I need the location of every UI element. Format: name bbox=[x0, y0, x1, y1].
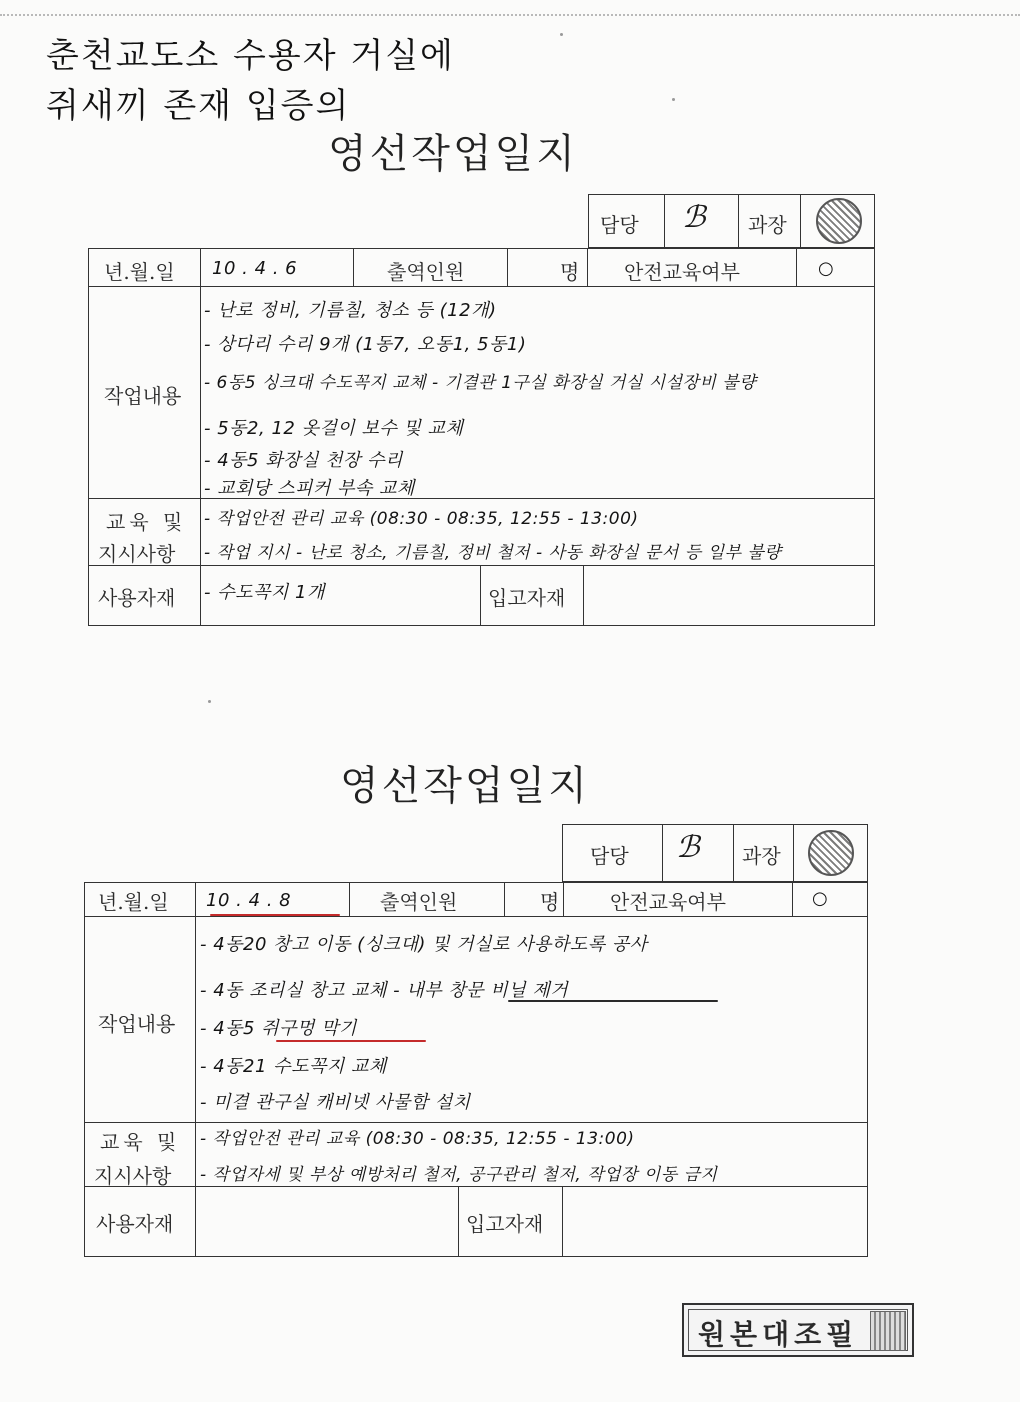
work-line: - 4동5 화장실 천장 수리 bbox=[204, 450, 403, 471]
workers-unit: 명 bbox=[560, 260, 580, 284]
instr-label-2: 지시사항 bbox=[98, 542, 176, 566]
log-title: 영선작업일지 bbox=[340, 763, 590, 809]
work-line: - 교회당 스피커 부속 교체 bbox=[204, 478, 415, 499]
date-label: 년.월.일 bbox=[104, 260, 175, 284]
staff-label: 담당 bbox=[600, 213, 639, 237]
safety-label: 안전교육여부 bbox=[624, 260, 740, 284]
work-line: - 5동2, 12 옷걸이 보수 및 교체 bbox=[204, 418, 464, 439]
workers-unit: 명 bbox=[540, 890, 560, 914]
instr-label-1: 교육 및 bbox=[100, 1130, 181, 1154]
scan-speck bbox=[208, 700, 211, 703]
used-value: - 수도꼭지 1개 bbox=[204, 582, 325, 603]
red-underline bbox=[210, 914, 340, 916]
workers-label: 출역인원 bbox=[387, 260, 465, 284]
scan-speck bbox=[560, 33, 563, 36]
instr-line: - 작업 지시 - 난로 청소, 기름칠, 정비 철저 - 사동 화장실 문서 등 일부 불량 bbox=[204, 543, 782, 563]
safety-value: ○ bbox=[818, 258, 835, 279]
instr-line: - 작업안전 관리 교육 (08:30 - 08:35, 12:55 - 13:00) bbox=[204, 509, 639, 529]
chief-label: 과장 bbox=[742, 844, 781, 868]
caption-line-2: 쥐새끼 존재 입증의 bbox=[46, 86, 351, 126]
workers-label: 출역인원 bbox=[380, 890, 458, 914]
stamp-seal-icon bbox=[870, 1311, 906, 1351]
staff-signature: ℬ bbox=[682, 200, 706, 235]
instr-label-2: 지시사항 bbox=[94, 1164, 172, 1188]
work-label: 작업내용 bbox=[98, 1012, 176, 1036]
caption-line-1: 춘천교도소 수용자 거실에 bbox=[46, 36, 455, 76]
safety-value: ○ bbox=[812, 888, 829, 909]
used-label: 사용자재 bbox=[96, 1212, 174, 1236]
log-title: 영선작업일지 bbox=[328, 131, 578, 177]
work-line: - 4동 조리실 창고 교체 - 내부 창문 비닐 제거 bbox=[200, 980, 569, 1001]
work-line: - 4동20 창고 이동 (싱크대) 및 거실로 사용하도록 공사 bbox=[200, 934, 648, 955]
staff-label: 담당 bbox=[590, 844, 629, 868]
instr-line: - 작업자세 및 부상 예방처리 철저, 공구관리 철저, 작업장 이동 금지 bbox=[200, 1165, 718, 1185]
certified-copy-stamp bbox=[682, 1303, 914, 1357]
work-label: 작업내용 bbox=[104, 384, 182, 408]
date-value: 10 . 4 . 6 bbox=[212, 258, 298, 279]
work-line: - 6동5 싱크대 수도꼭지 교체 - 기결관 1구실 화장실 거실 시설장비 불량 bbox=[204, 373, 757, 393]
stock-label: 입고자재 bbox=[488, 586, 566, 610]
work-line: - 미결 관구실 캐비넷 사물함 설치 bbox=[200, 1092, 471, 1113]
underline-mark bbox=[508, 1000, 718, 1002]
chief-seal bbox=[808, 830, 854, 876]
scan-speck bbox=[672, 98, 675, 101]
instr-line: - 작업안전 관리 교육 (08:30 - 08:35, 12:55 - 13:00) bbox=[200, 1129, 635, 1149]
staff-signature: ℬ bbox=[676, 830, 700, 865]
stamp-text: 원본대조필 bbox=[698, 1318, 859, 1351]
chief-seal bbox=[816, 198, 862, 244]
work-line: - 4동21 수도꼭지 교체 bbox=[200, 1056, 387, 1077]
used-label: 사용자재 bbox=[98, 586, 176, 610]
work-line: - 4동5 쥐구멍 막기 bbox=[200, 1018, 357, 1039]
chief-label: 과장 bbox=[748, 213, 787, 237]
date-label: 년.월.일 bbox=[98, 890, 169, 914]
stock-label: 입고자재 bbox=[466, 1212, 544, 1236]
instr-label-1: 교육 및 bbox=[106, 510, 187, 534]
work-line: - 상다리 수리 9개 (1동7, 오동1, 5동1) bbox=[204, 334, 527, 355]
safety-label: 안전교육여부 bbox=[610, 890, 726, 914]
date-value: 10 . 4 . 8 bbox=[206, 890, 292, 911]
scan-top-border bbox=[0, 14, 1020, 16]
work-line: - 난로 정비, 기름칠, 청소 등 (12개) bbox=[204, 300, 497, 321]
red-underline bbox=[276, 1040, 426, 1042]
